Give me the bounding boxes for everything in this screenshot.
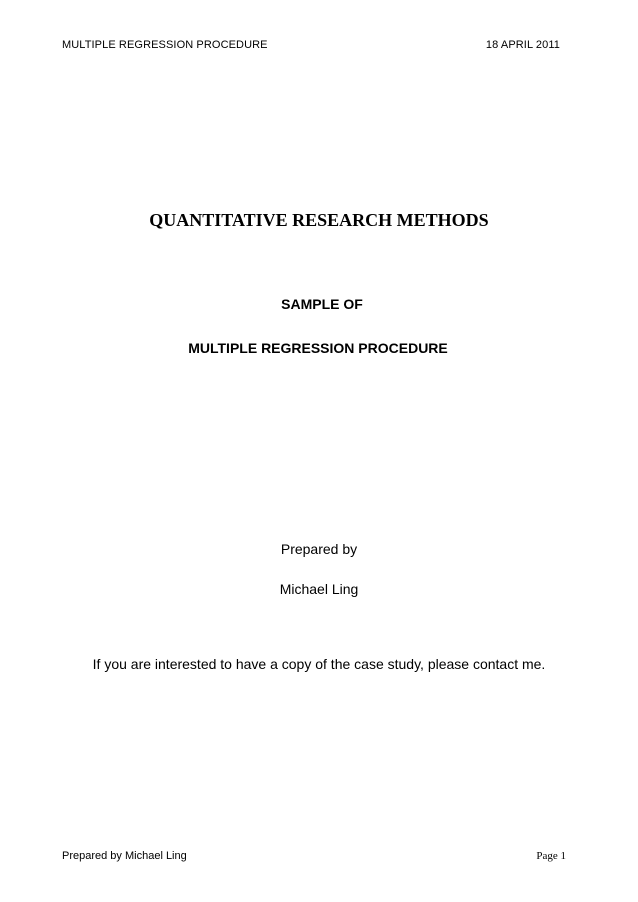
page-number: Page 1 [536,850,566,862]
author-name-text: Michael Ling [279,581,359,597]
subtitle-line-1 [0,296,638,312]
subtitle-line-2 [0,340,638,356]
header-title: MULTIPLE REGRESSION PROCEDURE [62,39,268,51]
subtitle-line-1-text: SAMPLE OF [281,296,363,312]
prepared-by-label [0,541,638,557]
document-title: QUANTITATIVE RESEARCH METHODS [149,210,489,230]
subtitle-line-2-text: MULTIPLE REGRESSION PROCEDURE [188,340,448,356]
contact-note [0,656,638,672]
contact-note-text: If you are interested to have a copy of the case study, please contact me. [92,656,546,672]
header-date: 18 APRIL 2011 [485,39,560,51]
footer-author: Prepared by Michael Ling [62,850,187,862]
author-name [0,581,638,597]
prepared-by-text: Prepared by [280,541,358,557]
